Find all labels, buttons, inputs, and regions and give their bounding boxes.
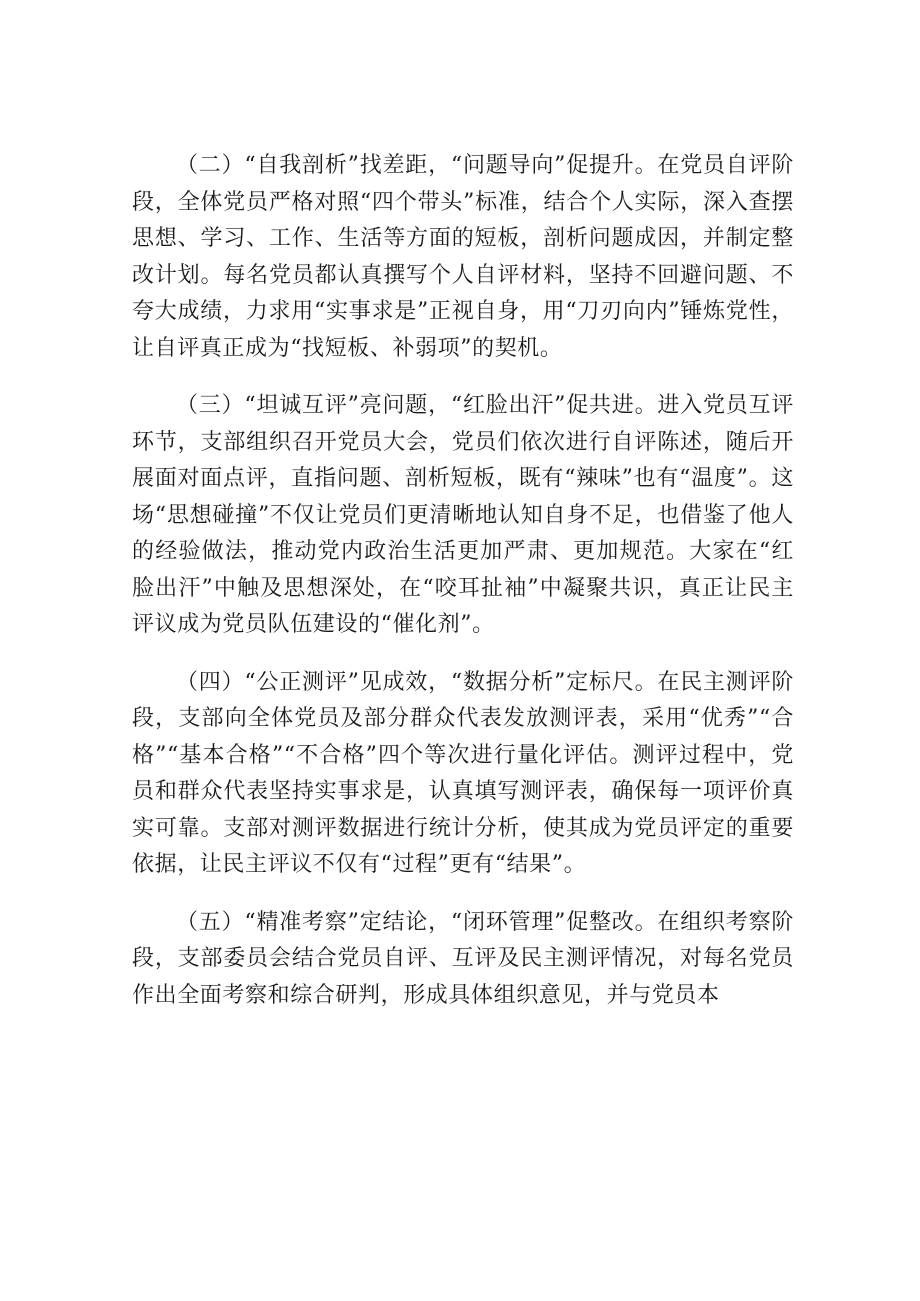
paragraph-section-2: （二）“自我剖析”找差距，“问题导向”促提升。在党员自评阶段，全体党员严格对照“四个带头”标准，结合个人实际，深入查摆思想、学习、工作、生活等方面的短板，剖析问题成因，并制定整改计划。每名党员都认真撰写个人自评材料，坚持不回避问题、不夸大成绩，力求用“实事求是”正视自身，用“刀刃向内”锤炼党性，让自评真正成为“找短板、补弱项”的契机。 xyxy=(132,153,794,361)
paragraph-section-3: （三）“坦诚互评”亮问题，“红脸出汗”促共进。进入党员互评环节，支部组织召开党员大会，党员们依次进行自评陈述，随后开展面对面点评，直指问题、剖析短板，既有“辣味”也有“温度”。这场“思想碰撞”不仅让党员们更清晰地认知自身不足，也借鉴了他人的经验做法，推动党内政治生活更加严肃、更加规范。大家在“红脸出汗”中触及思想深处，在“咬耳扯袖”中凝聚共识，真正让民主评议成为党员队伍建设的“催化剂”。 xyxy=(132,393,794,637)
document-body xyxy=(132,148,794,1035)
paragraph-section-5: （五）“精准考察”定结论，“闭环管理”促整改。在组织考察阶段，支部委员会结合党员自评、互评及民主测评情况，对每名党员作出全面考察和综合研判，形成具体组织意见，并与党员本 xyxy=(132,909,794,1008)
paragraph-section-4: （四）“公正测评”见成效，“数据分析”定标尺。在民主测评阶段，支部向全体党员及部分群众代表发放测评表，采用“优秀”“合格”“基本合格”“不合格”四个等次进行量化评估。测评过程中，党员和群众代表坚持实事求是，认真填写测评表，确保每一项评价真实可靠。支部对测评数据进行统计分析，使其成为党员评定的重要依据，让民主评议不仅有“过程”更有“结果”。 xyxy=(132,669,794,877)
